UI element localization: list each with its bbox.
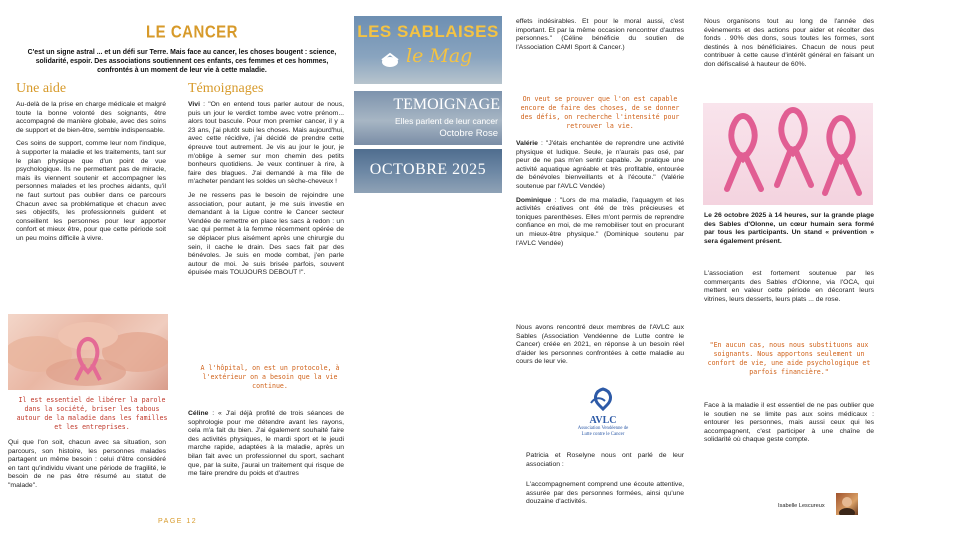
- hands-ribbon-illustration: [8, 314, 168, 390]
- col4-text-bottom: [704, 402, 874, 450]
- quote-text: : "Lors de ma maladie, l'aquagym et les activités créatives ont été de très précieuses et toniques parenthèses. Elles m'ont permis de reprendre confiance en moi, de me remobiliser tout en procurant un mieux-être physique." (Dominique soutenu par l'AVLC Vendée): [516, 196, 684, 247]
- col4-text-middle: [704, 270, 874, 309]
- magazine-subtitle: le Mag: [406, 45, 473, 67]
- page-number: PAGE 12: [158, 518, 198, 525]
- avlc-logo: [570, 387, 636, 443]
- paragraph: Face à la maladie il est essentiel de ne pas oublier que le soutien ne se limite pas aux soins médicaux : entourer les personnes, mais aussi ceux qui les accompagnent, c'est participer à une chaîne de solidarité où chaque geste compte.: [704, 402, 874, 444]
- col4-text-top: [704, 18, 874, 75]
- quote-se-prouver: On veut se prouver que l'on est capable encore de faire des choses, de se donner des défis, on recherche l'intensité pour retrouver la vie.: [520, 95, 680, 130]
- heading-temoignages: Témoignages: [188, 81, 264, 96]
- avlc-ribbon-icon: [583, 387, 623, 411]
- quote-liberer-parole: Il est essentiel de libérer la parole dans la société, briser les tabous autour de la maladie dans les familles et les entreprises.: [16, 396, 168, 431]
- speaker-valerie: Valérie: [516, 140, 538, 147]
- paragraph-valerie: [516, 140, 684, 192]
- col2-text-top: [188, 101, 344, 283]
- paragraph: Nous organisons tout au long de l'année des évènements et des actions pour aider et récolter des fonds . 90% des dons, sous toutes les formes, sont destinés à nos bénéficiaires. Chacun de nous peut contribuer à cette cause d'intérêt général en faisant un don défiscalisé à hauteur de 60%.: [704, 18, 874, 68]
- banner-subtitle: Elles parlent de leur cancer: [394, 116, 498, 126]
- speaker-vivi: Vivi: [188, 101, 200, 108]
- speaker-celine: Céline: [188, 410, 209, 417]
- quote-hopital: A l'hôpital, on est un protocole, à l'extérieur on a besoin que la vie continue.: [200, 364, 340, 390]
- col1-text-top: [16, 101, 166, 249]
- pink-ribbons-illustration: [703, 103, 873, 205]
- article-title: LE CANCER: [146, 22, 239, 43]
- quote-text: : "J'étais enchantée de reprendre une activité physique et ludique. Seule, je n'aurais pas osé, par peur de ne pas m'en sentir capable. Je pratique une activité aquatique agréable et très profitable, entourée de bénévoles bienveillants et à l'écoute." (Valérie soutenue par l'AVLC Vendée): [516, 140, 684, 190]
- heading-une-aide: Une aide: [16, 81, 67, 96]
- month-label: OCTOBRE 2025: [369, 161, 487, 178]
- paragraph: Au-delà de la prise en charge médicale et malgré toute la bonne volonté des soignants, être accompagné de manière globale, avec des soins de support et de bien-être, semble indispensable.: [16, 101, 166, 134]
- col3-text-top: [516, 18, 684, 57]
- magazine-logo-banner: [354, 16, 502, 84]
- paragraph: L'association est fortement soutenue par les commerçants des Sables d'Olonne, via l'OCA, qui mettent en valeur cette période en décorant leurs vitrines, leurs desserts, leurs plats ... de rose.: [704, 270, 874, 303]
- temoignage-banner: [354, 91, 502, 145]
- banner-title: TEMOIGNAGE: [393, 96, 500, 113]
- paragraph: Ces soins de support, comme leur nom l'indique, à supporter la maladie et les traitements, tant sur le plan physique que d'un point de vue psychologique. Ils ne permettent pas de miracle, mais ils viennent soutenir et accompagner les personnes malades et les proches aidants, qu'il ne faut surtout pas oublier dans ce parcours Chacun avec sa problématique et chacun avec ses objectifs, les professionnels guident et conseillent les personnes pour leur apporter confort et mieux être, pour que cette période soit un peu moins difficile à vivre.: [16, 140, 166, 242]
- hands-ribbon-photo: [8, 314, 168, 390]
- paragraph-vivi: [188, 101, 344, 187]
- avlc-logo-sub: Lutte contre le Cancer: [581, 432, 625, 437]
- speaker-dominique: Dominique: [516, 196, 552, 204]
- col2-text-bottom: [188, 410, 344, 484]
- banner-subtitle: Octobre Rose: [439, 128, 498, 139]
- author-name: Isabelle Lescureux: [778, 503, 825, 509]
- paragraph: effets indésirables. Et pour le moral aussi, c'est important. Et par la même occasion rencontrer d'autres personnes." (Céline bénéficie du soutien de l'Association CAMI Sport & Cancer.): [516, 18, 684, 51]
- paragraph: Patricia et Roselyne nous ont parlé de leur association :: [526, 452, 684, 468]
- col3-text-avlc: [516, 324, 684, 372]
- paragraph: Le 26 octobre 2025 à 14 heures, sur la grande plage des Sables d'Olonne, un cœur humain sera formé par tous les participants. Un stand « prévention » sera également présent.: [704, 212, 874, 245]
- quote-soignants: "En aucun cas, nous nous substituons aux soignants. Nous apportons seulement un confort de vie, une aide psychologique et parfois financière.": [707, 341, 871, 376]
- col1-text-bottom: [8, 439, 166, 496]
- magazine-title: LES SABLAISES: [357, 22, 499, 41]
- avatar-icon: [836, 493, 858, 515]
- author-avatar: [836, 493, 858, 515]
- event-announcement: [704, 212, 874, 251]
- paragraph: L'accompagnement comprend une écoute attentive, assurée par des personnes formées, ainsi qu'une douzaine d'activités.: [526, 481, 684, 506]
- paragraph: Je ne ressens pas le besoin de rejoindre une association, pour autant, je me suis investie en demandant à la Ligue contre le Cancer secteur Vendée de remettre en place les sacs à redon : un sac qui permet à la femme récemment opérée de se déplacer plus aisément après une chirurgie du sein, il cache le drain. Des sacs fait par des bénévoles. Je suis en mode combat, j'en parle autour de moi. Je suis brisée parfois, souvent épuisée mais TOUJOURS DEBOUT !".: [188, 191, 344, 277]
- month-banner: [354, 149, 502, 193]
- avlc-logo-sub: Association Vendéenne de: [577, 426, 629, 431]
- seagull-icon: [378, 50, 402, 70]
- col3-text-middle: [516, 140, 684, 253]
- article-intro: C'est un signe astral ... et un défi sur Terre. Mais face au cancer, les choses bougent : science, solidarité, espoir. Des associations soutiennent ces enfants, ces femmes et ces hommes, confrontés à un moment de leur vie à cette maladie.: [27, 49, 337, 74]
- paragraph-dominique: [516, 197, 684, 249]
- quote-text: : "On en entend tous parler autour de nous, puis un jour le verdict tombe avec votre prénom... alors tout bascule. Pour mon premier cancer, il y a 23 ans, j'ai plutôt subi les choses. Mais aujourd'hui, avec cette récidive, j'ai décidé de prendre cette épreuve tout autrement. Je vis au jour le jour, je m'oblige à semer sur mon chemin des petits bonheurs quotidiens. Je veux continuer à rire, à faire des blagues. J'ai demandé à ma fille de m'acheter pendant les soldes un sèche-cheveux !: [188, 101, 344, 186]
- avlc-logo-name: AVLC: [589, 415, 617, 426]
- quote-text: : « J'ai déjà profité de trois séances de sophrologie pour me détendre avant les rayons, cela m'a fait du bien. J'ai également souhaité faire des activités physiques, le mardi sport et le jeudi marche rapide, adaptées à la maladie, après un bilan fait avec un professionnel du sport, sachant que, par la suite, j'aurai un traitement qui risque de me faire prendre du poids et d'autres: [188, 410, 344, 478]
- pink-ribbons-photo: [703, 103, 873, 205]
- col3-text-bottom: [526, 452, 684, 512]
- paragraph-celine: [188, 410, 344, 479]
- paragraph: Qui que l'on soit, chacun avec sa situation, son parcours, son histoire, les personnes malades partagent un même besoin : celui d'être considéré en tant qu'individu vivant une période de fragilité, le besoin de ne pas être résumé au statut de "malade".: [8, 439, 166, 489]
- paragraph: Nous avons rencontré deux membres de l'AVLC aux Sables (Association Vendéenne de Lutte contre le Cancer) créée en 2021, en réponse à un besoin réel d'aider les personnes confrontées à cette maladie au cours de leur vie.: [516, 324, 684, 366]
